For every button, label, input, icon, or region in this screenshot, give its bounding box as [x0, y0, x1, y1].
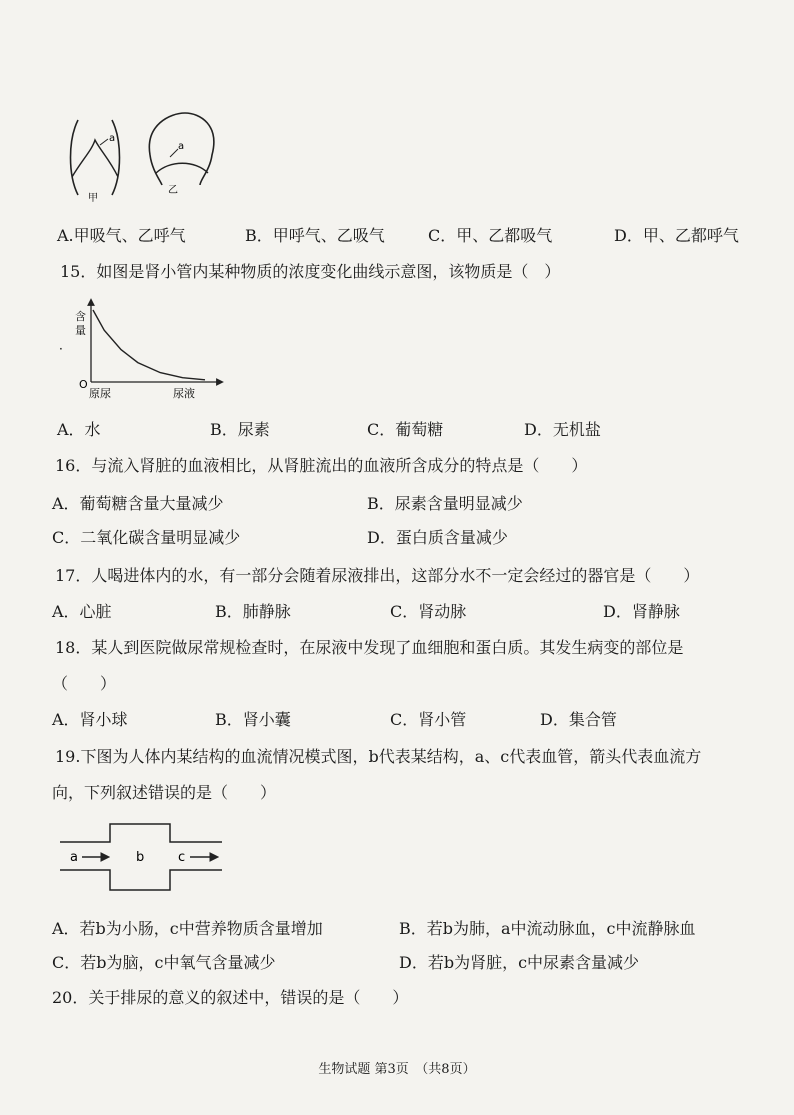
q14-option-a: A.甲吸气、乙呼气	[57, 226, 186, 245]
q19-stem-line2: 向，下列叙述错误的是（ ）	[52, 783, 277, 802]
chart-ylabel-1: 含	[75, 310, 86, 323]
yi-label-a: a	[178, 141, 185, 152]
q14-option-c: C．甲、乙都吸气	[428, 226, 553, 245]
q17-option-a: A．心脏	[52, 602, 112, 621]
q18-stem-line1: 18．某人到医院做尿常规检查时，在尿液中发现了血细胞和蛋白质。其发生病变的部位是	[55, 638, 684, 657]
chart-origin-label: O	[79, 378, 88, 391]
q18-option-b: B．肾小囊	[215, 710, 291, 729]
q17-option-c: C．肾动脉	[390, 602, 467, 621]
chart-ylabel-2: 量	[75, 324, 86, 337]
yi-pointer	[170, 149, 178, 157]
chart-x-end-label: 尿液	[173, 387, 195, 400]
q17-option-d: D．肾静脉	[603, 602, 680, 621]
jia-pointer	[100, 139, 108, 145]
chart-series-line	[93, 310, 205, 380]
chart-x-start-label: 原尿	[89, 387, 111, 400]
q15-option-b: B．尿素	[210, 420, 270, 439]
q19-option-b: B．若b为肺，a中流动脉血，c中流静脉血	[399, 919, 696, 938]
q18-stem-line2: （ ）	[52, 674, 117, 693]
q18-option-d: D．集合管	[540, 710, 617, 729]
fig-label-a: a	[70, 850, 78, 865]
q16-option-c: C．二氧化碳含量明显减少	[52, 528, 241, 547]
q14-option-d: D．甲、乙都呼气	[614, 226, 739, 245]
q20-stem: 20．关于排尿的意义的叙述中，错误的是（ ）	[52, 988, 409, 1007]
q19-option-d: D．若b为肾脏，c中尿素含量减少	[399, 953, 640, 972]
chart-dot: ·	[59, 342, 63, 356]
jia-diaphragm	[72, 140, 118, 177]
bleed-through-text	[330, 108, 334, 124]
q19-stem-line1: 19.下图为人体内某结构的血流情况模式图，b代表某结构，a、c代表血管，箭头代表血流方	[55, 747, 702, 766]
q14-option-b: B．甲呼气、乙吸气	[245, 226, 385, 245]
q19-option-c: C．若b为脑，c中氧气含量减少	[52, 953, 276, 972]
jia-label-a: a	[109, 133, 116, 144]
q17-stem: 17．人喝进体内的水，有一部分会随着尿液排出，这部分水不一定会经过的器官是（ ）	[55, 566, 700, 585]
yi-label: 乙	[168, 185, 178, 196]
q16-option-d: D．蛋白质含量减少	[367, 528, 508, 547]
q19-option-a: A．若b为小肠，c中营养物质含量增加	[52, 919, 323, 938]
fig-label-b: b	[136, 850, 145, 865]
q19-blood-flow-figure	[60, 822, 240, 892]
q18-option-c: C．肾小管	[390, 710, 467, 729]
yi-diaphragm	[156, 163, 208, 173]
q18-option-a: A．肾小球	[52, 710, 128, 729]
q15-concentration-chart	[55, 298, 225, 408]
q17-option-b: B．肺静脉	[215, 602, 291, 621]
q14-breathing-figure	[60, 105, 260, 210]
q16-option-b: B．尿素含量明显减少	[367, 494, 523, 513]
q16-stem: 16．与流入肾脏的血液相比，从肾脏流出的血液所含成分的特点是（ ）	[55, 456, 588, 475]
jia-chest-outline	[71, 120, 79, 195]
q16-option-a: A．葡萄糖含量大量减少	[52, 494, 224, 513]
q15-stem: 15．如图是肾小管内某种物质的浓度变化曲线示意图，该物质是（ ）	[60, 262, 561, 281]
fig-label-c: c	[178, 850, 186, 865]
jia-label: 甲	[88, 193, 98, 204]
q15-option-a: A．水	[57, 420, 101, 439]
jia-chest-outline-right	[112, 120, 120, 195]
page-footer: 生物试题 第3页 （共8页）	[318, 1062, 476, 1077]
q15-option-d: D．无机盐	[524, 420, 601, 439]
q15-option-c: C．葡萄糖	[367, 420, 444, 439]
